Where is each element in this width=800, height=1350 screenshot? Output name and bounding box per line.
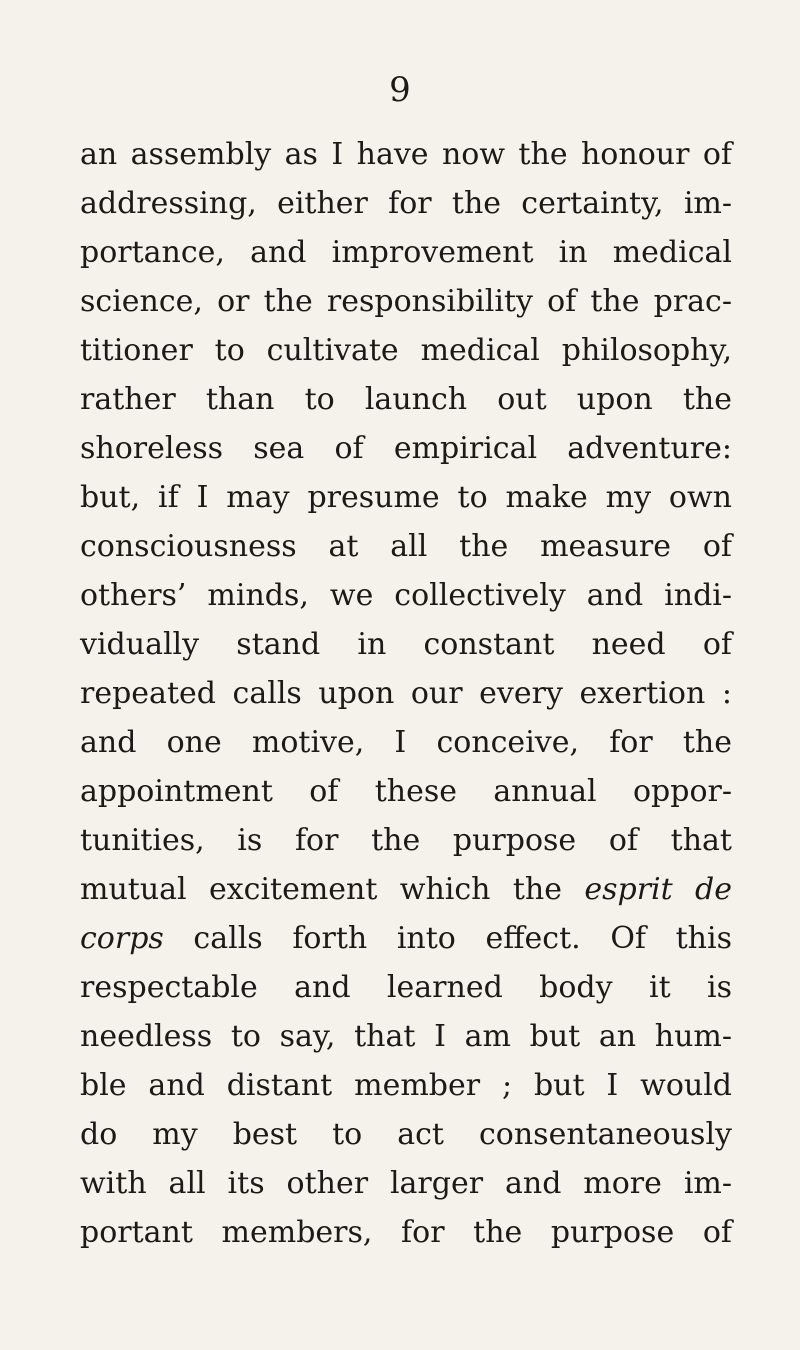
text-line: [80, 277, 732, 326]
text-line-content: do my best to act consentaneously: [80, 1117, 732, 1152]
text-line-content: titioner to cultivate medical philosophy,: [80, 333, 732, 368]
text-line: [80, 179, 732, 228]
text-line-content: rather than to launch out upon the: [80, 382, 732, 417]
italic-phrase: corps: [80, 921, 164, 956]
text-line: [80, 669, 732, 718]
text-line-content: calls forth into effect. Of this: [163, 921, 732, 956]
text-line: [80, 816, 732, 865]
text-line-content: others’ minds, we collectively and indi-: [80, 578, 732, 613]
text-line: [80, 130, 732, 179]
text-line: [80, 1012, 732, 1061]
text-line-content: portant members, for the purpose of: [80, 1215, 732, 1250]
text-line-content: and one motive, I conceive, for the: [80, 725, 732, 760]
text-line-content: portance, and improvement in medical: [80, 235, 732, 270]
text-line: [80, 914, 732, 963]
text-line: [80, 718, 732, 767]
page-number: 9: [389, 70, 411, 110]
text-line-content: needless to say, that I am but an hum-: [80, 1019, 732, 1054]
italic-phrase: esprit de: [584, 872, 732, 907]
text-line: [80, 571, 732, 620]
text-line: [80, 1110, 732, 1159]
text-line: [80, 326, 732, 375]
body-text: [80, 130, 732, 1257]
text-line-content: respectable and learned body it is: [80, 970, 732, 1005]
text-line: [80, 1159, 732, 1208]
text-line-content: appointment of these annual oppor-: [80, 774, 732, 809]
text-line-content: consciousness at all the measure of: [80, 529, 732, 564]
text-line-content: shoreless sea of empirical adventure:: [80, 431, 732, 466]
text-line-content: ble and distant member ; but I would: [80, 1068, 732, 1103]
text-line-content: addressing, either for the certainty, im-: [80, 186, 732, 221]
text-line: [80, 424, 732, 473]
text-line: [80, 375, 732, 424]
text-line: [80, 865, 732, 914]
text-line-content: with all its other larger and more im-: [80, 1166, 732, 1201]
text-line-content: repeated calls upon our every exertion :: [80, 676, 732, 711]
text-line-content: vidually stand in constant need of: [80, 627, 732, 662]
text-line-content: tunities, is for the purpose of that: [80, 823, 732, 858]
text-line: [80, 963, 732, 1012]
text-line: [80, 767, 732, 816]
text-line: [80, 620, 732, 669]
text-line: [80, 1061, 732, 1110]
text-line: [80, 522, 732, 571]
text-line: [80, 228, 732, 277]
text-line-content: mutual excitement which the: [80, 872, 585, 907]
text-line-content: science, or the responsibility of the prac-: [80, 284, 732, 319]
text-line: [80, 473, 732, 522]
text-line-content: an assembly as I have now the honour of: [80, 137, 732, 172]
text-line-content: but, if I may presume to make my own: [80, 480, 732, 515]
text-line: [80, 1208, 732, 1257]
